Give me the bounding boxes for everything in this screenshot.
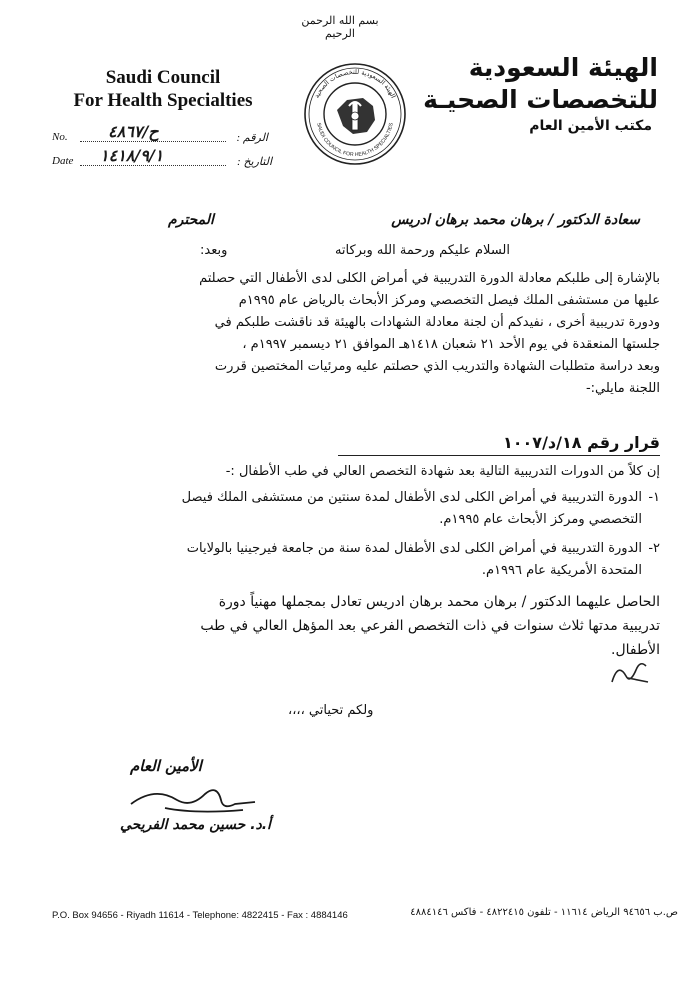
org-name-en-line2: For Health Specialties — [73, 90, 253, 111]
council-seal — [303, 62, 407, 166]
item-number: ٢- — [648, 541, 660, 556]
org-name-ar-line2: للتخصصات الصحيـة — [423, 85, 658, 114]
ref-no-value: ح/٤٨٦٧ — [108, 122, 159, 141]
closing-regards: ولكم تحياتي ،،،، — [288, 703, 374, 718]
paragraph-line: عليها من مستشفى الملك فيصل التخصصي ومركز الأبحاث بالرياض عام ١٩٩٥م — [238, 293, 660, 308]
item-number: ١- — [648, 490, 660, 505]
decision-title: قرار رقم ١٨/د/١٠٠٧ — [503, 433, 660, 452]
addressee: سعادة الدكتور / برهان محمد برهان ادريس — [391, 212, 640, 228]
paragraph-line: ودورة تدريبية أخرى ، نفيدكم أن لجنة معادلة الشهادات بالهيئة قد ناقشت طلبكم في — [214, 315, 660, 330]
ref-no-line — [80, 141, 226, 142]
conclusion-line: الحاصل عليهما الدكتور / برهان محمد برهان ادريس تعادل بمجملها مهنياً دورة — [218, 594, 660, 610]
org-name-en — [48, 66, 278, 112]
item-line: التخصصي ومركز الأبحاث عام ١٩٩٥م. — [439, 512, 642, 527]
item-line: المتحدة الأمريكية عام ١٩٩٦م. — [481, 563, 642, 578]
ref-date-label-ar: التاريخ : — [237, 156, 272, 168]
paragraph-line: بالإشارة إلى طلبكم معادلة الدورة التدريبية في أمراض الكلى لدى الأطفال التي حصلتم — [199, 271, 660, 286]
footer-address-en: P.O. Box 94656 - Riyadh 11614 - Telephone: 4822415 - Fax : 4884146 — [52, 910, 348, 921]
seal-ring-text-en: SAUDI COUNCIL FOR HEALTH SPECIALTIES — [315, 122, 395, 159]
ref-no-label-ar: الرقم : — [236, 132, 268, 144]
item-line: الدورة التدريبية في أمراض الكلى لدى الأطفال لمدة سنة من جامعة فيرجينيا بالولايات — [186, 541, 642, 556]
decision-intro: إن كلاً من الدورات التدريبية التالية بعد شهادة التخصص العالي في طب الأطفال :- — [225, 464, 660, 479]
org-name-ar-line1: الهيئة السعودية — [468, 53, 658, 82]
conclusion-line: تدريبية مدتها ثلاث سنوات في ذات التخصص الفرعي بعد المؤهل العالي في طب — [200, 618, 660, 634]
decision-item-2 — [48, 538, 660, 582]
conclusion-line: الأطفال. — [611, 642, 660, 658]
footer-address-ar: ص.ب ٩٤٦٥٦ الرياض ١١٦١٤ - تلفون ٤٨٢٢٤١٥ - فاكس ٤٨٨٤١٤٦ — [410, 907, 678, 918]
ref-date-label-en: Date — [52, 155, 74, 167]
paragraph-line: اللجنة مايلي:- — [585, 381, 660, 396]
signatory-name: أ.د. حسين محمد الفريحي — [120, 817, 271, 833]
greeting: السلام عليكم ورحمة الله وبركاته — [334, 243, 510, 258]
signature-title: الأمين العام — [130, 757, 202, 775]
org-name-en-line1: Saudi Council — [105, 67, 221, 88]
greeting-after: وبعد: — [200, 243, 228, 258]
org-name-ar — [418, 52, 658, 116]
ref-no-label-en: No. — [52, 131, 68, 143]
basmala: بسم الله الرحمن الرحيم — [301, 14, 379, 40]
paragraph-line: جلستها المنعقدة في يوم الأحد ٢١ شعبان ١٤١٨هـ الموافق ٢١ ديسمبر ١٩٩٧م ، — [242, 337, 660, 352]
decision-item-1 — [48, 487, 660, 531]
handwritten-signature — [125, 778, 260, 818]
ref-date-line — [80, 165, 226, 166]
honorific: المحترم — [168, 212, 214, 228]
conclusion — [48, 590, 660, 662]
paragraph-1 — [48, 268, 660, 400]
item-line: الدورة التدريبية في أمراض الكلى لدى الأطفال لمدة سنتين من مستشفى الملك فيصل — [181, 490, 642, 505]
decision-underline — [338, 455, 660, 456]
office-name: مكتب الأمين العام — [529, 118, 652, 134]
seal-ring-text-ar: الهيئة السعودية للتخصصات الصحية — [312, 67, 398, 100]
margin-initials — [608, 652, 652, 692]
paragraph-line: وبعد دراسة متطلبات الشهادة والتدريب الذي حصلتم عليه ومرئيات المختصين قررت — [214, 359, 660, 374]
ref-date-value: ١٤١٨/٩/١ — [100, 146, 164, 165]
